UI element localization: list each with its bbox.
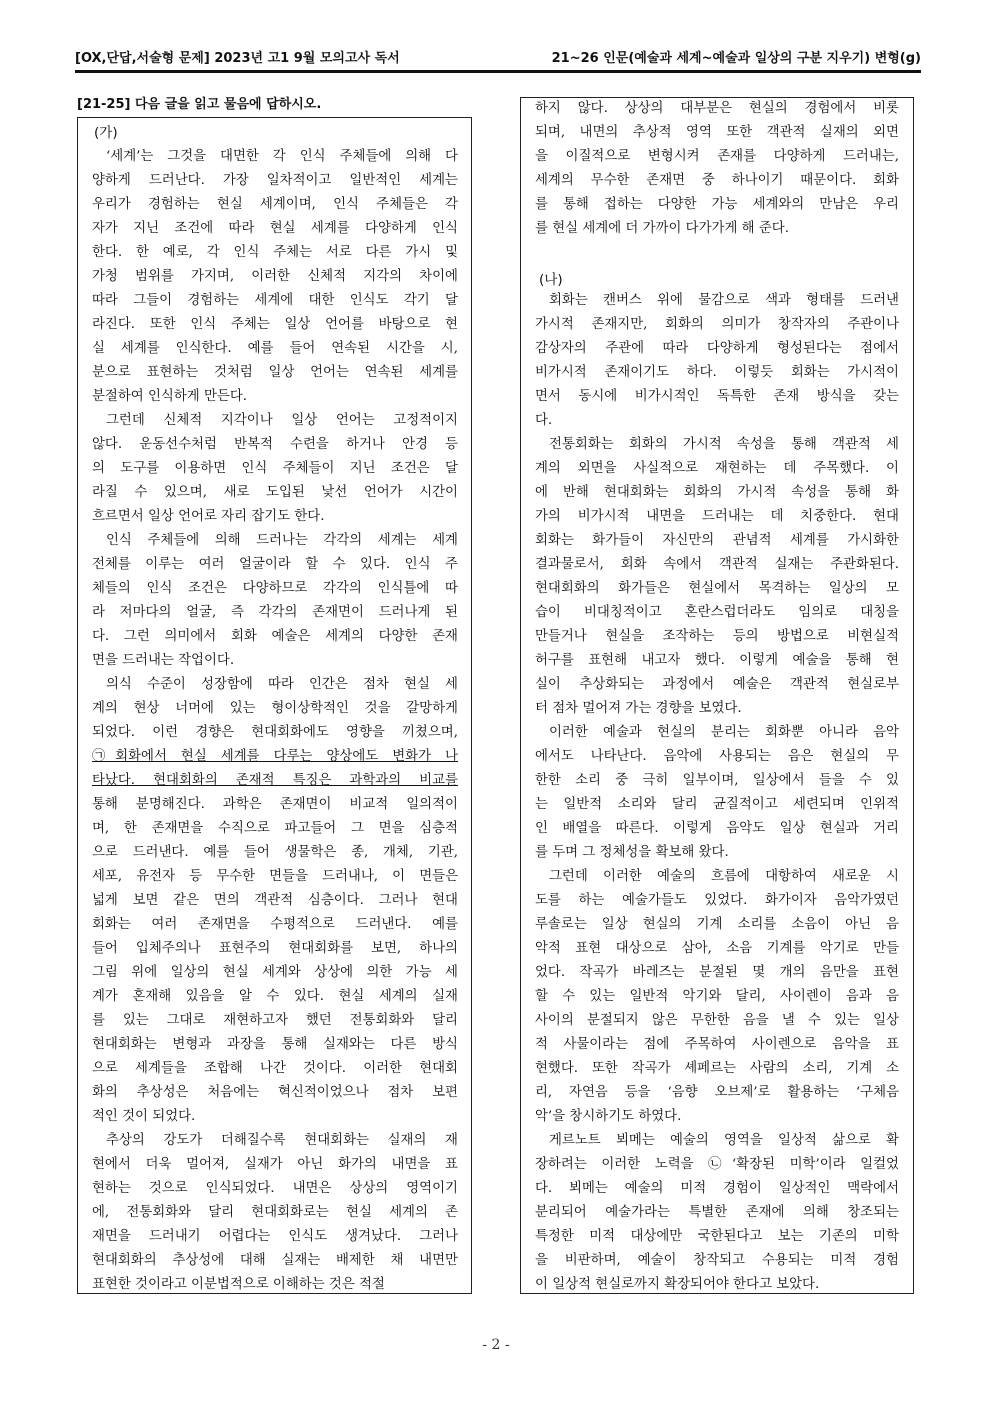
passage-line: 으로 세계들을 조합해 나간 것이다. 이러한 현대회: [92, 1061, 458, 1076]
page-header: [75, 44, 921, 68]
passage-line: 그림 위에 일상의 현실 세계와 상상에 의한 가능 세: [92, 965, 458, 980]
passage-line: 악’을 창시하기도 하였다.: [535, 1109, 682, 1124]
passage-line: 들어 입체주의나 표현주의 현대회화를 보면, 하나의: [92, 941, 458, 956]
header-rule: [75, 70, 921, 73]
passage-line: 다.: [535, 413, 553, 428]
passage-line: 현하는 것으로 인식되었다. 내면은 상상의 영역이기: [92, 1181, 458, 1196]
passage-line: 추상의 강도가 더해질수록 현대회화는 실재의 재: [106, 1133, 458, 1148]
passage-line: 이러한 예술과 현실의 분리는 회화뿐 아니라 음악: [549, 725, 899, 740]
passage-line: 감상자의 주관에 따라 다양하게 형성된다는 점에서: [535, 341, 899, 356]
passage-line: 는 일반적 소리와 달리 균질적이고 세련되며 인위적: [535, 797, 899, 812]
passage-line: 면서 동시에 비가시적인 독특한 존재 방식을 갖는: [535, 389, 899, 404]
passage-line: 다. 그런 의미에서 회화 예술은 세계의 다양한 존재: [92, 629, 458, 644]
passage-line: 회화는 여러 존재면을 수평적으로 드러낸다. 예를: [92, 917, 458, 932]
passage-line: 세계의 무수한 존재면 중 하나이기 때문이다. 회화: [535, 173, 899, 188]
passage-line: 도를 하는 예술가들도 있었다. 화가이자 음악가였던: [535, 893, 899, 908]
passage-line: 우리가 경험하는 현실 세계이며, 인식 주체들은 각: [92, 197, 458, 212]
passage-line: 그런데 이러한 예술의 흐름에 대항하여 새로운 시: [549, 869, 899, 884]
passage-line: 며, 한 존재면을 수직으로 파고들어 그 면을 심층적: [92, 821, 458, 836]
passage-line: 다. 뵈메는 예술의 미적 경험이 일상적인 맥락에서: [535, 1181, 899, 1196]
passage-line: 분절하여 인식하게 만든다.: [92, 389, 248, 404]
passage-line: 현했다. 또한 작곡가 셰페르는 사람의 소리, 기계 소: [535, 1061, 899, 1076]
passage-line: 통해 분명해진다. 과학은 존재면이 비교적 일의적이: [92, 797, 458, 812]
passage-line: 으로 드러낸다. 예를 들어 생물학은 종, 개체, 기관,: [92, 845, 458, 860]
passage-line: 에, 전통회화와 달리 현대회화로는 현실 세계의 존: [92, 1205, 458, 1220]
passage-line: 의 도구를 이용하면 인식 주체들이 지닌 조건은 달: [92, 461, 458, 476]
passage-line: 인식 주체들에 의해 드러나는 각각의 세계는 세계: [106, 533, 458, 548]
passage-line: 자가 지닌 조건에 따라 현실 세계를 다양하게 인식: [92, 221, 458, 236]
passage-line: 현대회화는 변형과 과장을 통해 실재와는 다른 방식: [92, 1037, 458, 1052]
page-number: - 2 -: [482, 1337, 510, 1353]
passage-line: 전체를 이루는 여러 얼굴이라 할 수 있다. 인식 주: [92, 557, 458, 572]
passage-line: 할 수 있는 일반적 악기와 달리, 사이렌이 음과 음: [535, 989, 899, 1004]
passage-column-left: [92, 145, 458, 1297]
section-label-na: (나): [539, 272, 563, 288]
passage-line: 를 두며 그 정체성을 확보해 왔다.: [535, 845, 729, 860]
passage-line: 이 일상적 현실로까지 확장되어야 한다고 보았다.: [535, 1277, 820, 1292]
passage-line: 특정한 미적 대상에만 국한된다고 보는 기존의 미학: [535, 1229, 899, 1244]
passage-line: 를 현실 세계에 더 가까이 다가가게 해 준다.: [535, 221, 789, 236]
passage-line: 악적 표현 대상으로 삼아, 소음 기계를 악기로 만들: [535, 941, 899, 956]
passage-line: 만들거나 현실을 조작하는 등의 방법으로 비현실적: [535, 629, 899, 644]
section-label-ga: (가): [94, 125, 118, 141]
passage-line: 가청 범위를 가지며, 이러한 신체적 지각의 차이에: [92, 269, 458, 284]
passage-line: 흐르면서 일상 언어로 자리 잡기도 한다.: [92, 509, 325, 524]
passage-line: 그런데 신체적 지각이나 일상 언어는 고정적이지: [106, 413, 458, 428]
passage-line: 따라 그들이 경험하는 세계에 대한 인식도 각기 달: [92, 293, 458, 308]
passage-line: 를 통해 접하는 다양한 가능 세계와의 만남은 우리: [535, 197, 899, 212]
passage-line: 에 반해 현대회화는 회화의 가시적 속성을 통해 화: [535, 485, 899, 500]
passage-line: 라질 수 있으며, 새로 도입된 낯선 언어가 시간이: [92, 485, 458, 500]
passage-line: 게르노트 뵈메는 예술의 영역을 일상적 삶으로 확: [549, 1133, 899, 1148]
passage-line: 인 배열을 따른다. 이렇게 음악도 일상 현실과 거리: [535, 821, 899, 836]
passage-line: 적 사물이라는 점에 주목하여 사이렌으로 음악을 표: [535, 1037, 899, 1052]
passage-line: 라 저마다의 얼굴, 즉 각각의 존재면이 드러나게 된: [92, 605, 458, 620]
passage-line: 표현한 것이라고 이분법적으로 이해하는 것은 적절: [92, 1277, 385, 1292]
section-label-spacer: [535, 265, 899, 289]
passage-line: 사이의 분절되지 않은 무한한 음을 낼 수 있는 일상: [535, 1013, 899, 1028]
passage-line: 회화는 화가들이 자신만의 관념적 세계를 가시화한: [535, 533, 899, 548]
passage-line: 습이 비대칭적이고 혼란스럽더라도 임의로 대칭을: [535, 605, 899, 620]
passage-line: 하지 않다. 상상의 대부분은 현실의 경험에서 비롯: [535, 101, 899, 116]
passage-line: 을 비판하며, 예술이 창작되고 수용되는 미적 경험: [535, 1253, 899, 1268]
passage-line: 한다. 한 예로, 각 인식 주체는 서로 다른 가시 및: [92, 245, 458, 260]
passage-line: 을 이질적으로 변형시켜 존재를 다양하게 드러내는,: [535, 149, 899, 164]
passage-line: 루솔로는 일상 현실의 기계 소리를 소음이 아닌 음: [535, 917, 899, 932]
passage-line: 체들의 인식 조건은 다양하므로 각각의 인식틀에 따: [92, 581, 458, 596]
passage-line: 가시적 존재지만, 회화의 의미가 창작자의 주관이나: [535, 317, 899, 332]
passage-line: 분으로 표현하는 것처럼 일상 언어는 연속된 세계를: [92, 365, 458, 380]
passage-line: 않다. 운동선수처럼 반복적 수련을 하거나 안경 등: [92, 437, 458, 452]
passage-line: 세포, 유전자 등 무수한 면들을 드러내나, 이 면들은: [92, 869, 458, 884]
passage-line: 의식 수준이 성장함에 따라 인간은 점차 현실 세: [106, 677, 458, 692]
passage-line: 양하게 드러난다. 가장 일차적이고 일반적인 세계는: [92, 173, 458, 188]
passage-line: 계의 외면을 사실적으로 재현하는 데 주목했다. 이: [535, 461, 899, 476]
paragraph-gap: [535, 241, 899, 265]
passage-line: 재면을 드러내기 어렵다는 인식도 생겨났다. 그러나: [92, 1229, 458, 1244]
passage-line: 한한 소리 중 극히 일부이며, 일상에서 들을 수 있: [535, 773, 899, 788]
passage-line: 계가 혼재해 있음을 알 수 있다. 현실 세계의 실재: [92, 989, 458, 1004]
passage-line: 리, 자연음 등을 ‘음향 오브제’로 활용하는 ‘구체음: [535, 1085, 899, 1100]
passage-line: 장하려는 이러한 노력을 ㉡‘확장된 미학’이라 일컬었: [535, 1157, 899, 1172]
passage-line: 되었다. 이런 경향은 현대회화에도 영향을 끼쳤으며,: [92, 725, 458, 740]
passage-line: 회화는 캔버스 위에 물감으로 색과 형태를 드러낸: [549, 293, 899, 308]
passage-column-right: [535, 97, 899, 1297]
passage-line: 가의 비가시적 내면을 드러내는 데 치중한다. 현대: [535, 509, 899, 524]
passage-line: 결과물로서, 회화 속에서 객관적 실재는 주관화된다.: [535, 557, 899, 572]
passage-line: 화의 추상성은 처음에는 혁신적이었으나 점차 보편: [92, 1085, 458, 1100]
passage-line: 전통회화는 회화의 가시적 속성을 통해 객관적 세: [549, 437, 899, 452]
passage-line: 현대회화의 추상성에 대해 실재는 배제한 채 내면만: [92, 1253, 458, 1268]
passage-line: 분리되어 예술가라는 특별한 존재에 의해 창조되는: [535, 1205, 899, 1220]
passage-line: ‘세계’는 그것을 대면한 각 인식 주체들에 의해 다: [106, 149, 458, 164]
passage-line: 현대회화의 화가들은 현실에서 목격하는 일상의 모: [535, 581, 899, 596]
passage-line: 었다. 작곡가 바레즈는 분절된 몇 개의 음만을 표현: [535, 965, 899, 980]
header-left-title: [OX,단답,서술형 문제] 2023년 고1 9월 모의고사 독서: [75, 51, 400, 66]
passage-line: 실이 추상화되는 과정에서 예술은 객관적 현실로부: [535, 677, 899, 692]
passage-line: 에서도 나타난다. 음악에 사용되는 음은 현실의 무: [535, 749, 899, 764]
passage-line: 를 있는 그대로 재현하고자 했던 전통회화와 달리: [92, 1013, 458, 1028]
passage-line: 실 세계를 인식한다. 예를 들어 연속된 시간을 시,: [92, 341, 458, 356]
passage-line: 계의 현상 너머에 있는 형이상학적인 것을 갈망하게: [92, 701, 458, 716]
passage-line: 적인 것이 되었다.: [92, 1109, 196, 1124]
passage-line: 넓게 보면 같은 면의 객관적 심층이다. 그러나 현대: [92, 893, 458, 908]
passage-line: 면을 드러내는 작업이다.: [92, 653, 235, 668]
passage-line: 허구를 표현해 내고자 했다. 이렇게 예술을 통해 현: [535, 653, 899, 668]
passage-line: 현에서 더욱 멀어져, 실재가 아닌 화가의 내면을 표: [92, 1157, 458, 1172]
passage-line: ㉠회화에서 현실 세계를 다루는 양상에도 변화가 나: [92, 749, 458, 764]
question-header: [21-25] 다음 글을 읽고 물음에 답하시오.: [77, 97, 322, 112]
passage-line: 비가시적 존재이기도 하다. 이렇듯 회화는 가시적이: [535, 365, 899, 380]
passage-line: 타났다. 현대회화의 존재적 특징은 과학과의 비교를: [92, 773, 458, 788]
passage-line: 되며, 내면의 추상적 영역 또한 객관적 실재의 외면: [535, 125, 899, 140]
header-right-title: 21~26 인문(예술과 세계~예술과 일상의 구분 지우기) 변형(g): [551, 51, 921, 66]
passage-line: 터 점차 멀어져 가는 경향을 보였다.: [535, 701, 742, 716]
passage-line: 라진다. 또한 인식 주체는 일상 언어를 바탕으로 현: [92, 317, 458, 332]
